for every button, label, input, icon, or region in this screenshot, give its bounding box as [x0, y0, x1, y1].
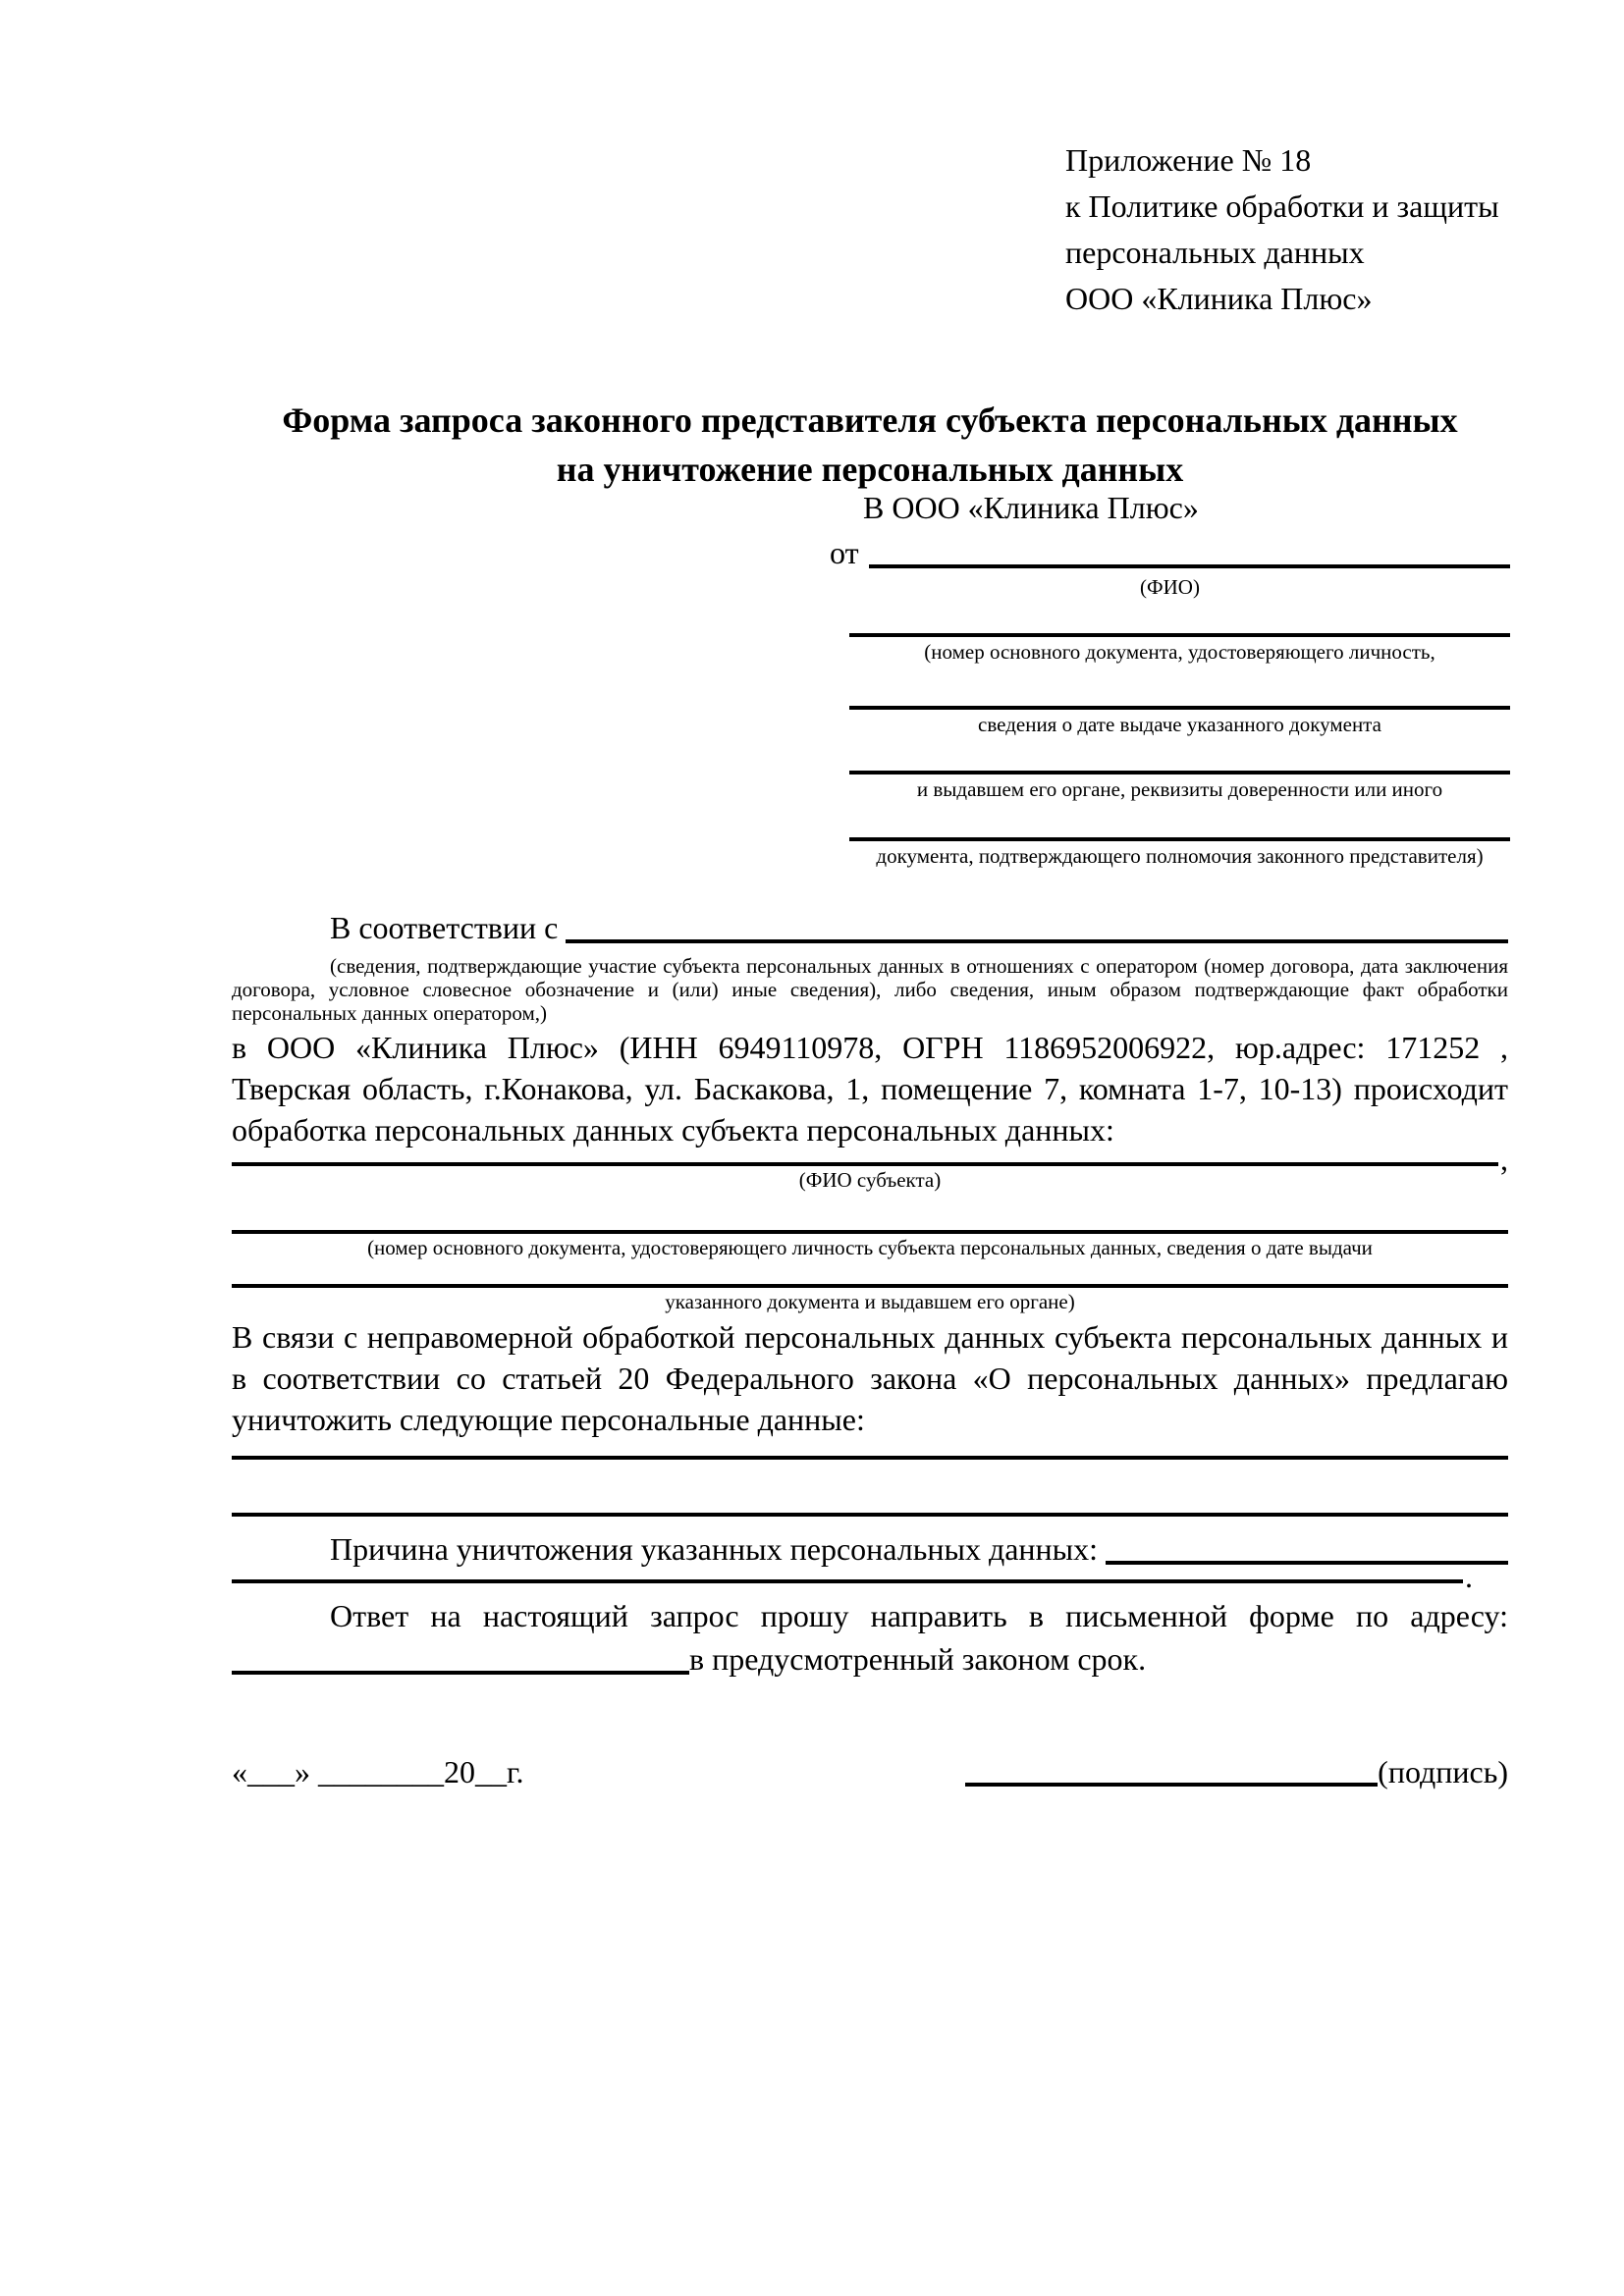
answer-sentence: Ответ на настоящий запрос прошу направить в письменной форме по адресу:: [330, 1598, 1508, 1633]
appendix-line-1: Приложение № 18: [1065, 142, 1312, 178]
answer-address-row: [232, 1638, 1508, 1680]
from-label: от: [830, 535, 859, 570]
representative-doc-field-1: [849, 600, 1510, 665]
signature-caption: (подпись): [1378, 1754, 1508, 1789]
blank-caption: документа, подтверждающего полномочия законного представителя): [876, 844, 1484, 868]
appendix-line-2: к Политике обработки и защиты: [1065, 188, 1499, 224]
accordance-note: (сведения, подтверждающие участие субъекта персональных данных в отношениях с оператором (номер договора, дата заключения договора, условное словесное обозначение и (или) иные сведения), либо сведения, иным образом подтверждающие факт обработки персональных данных оператором,): [232, 954, 1508, 1025]
blank-line-field: [849, 802, 1510, 841]
representative-doc-field-3: [849, 737, 1510, 802]
appendix-header: [1065, 137, 1499, 322]
accordance-blank-field: [566, 939, 1508, 943]
blank-line-field: [849, 665, 1510, 710]
operator-paragraph: в ООО «Клиника Плюс» (ИНН 6949110978, ОГРН 1186952006922, юр.адрес: 171252 , Тверская область, г.Конакова, ул. Баскакова, 1, помещение 7, комната 1-7, 10-13) происходит обработка персональных данных субъекта персональных данных:: [232, 1030, 1508, 1148]
trailing-period: .: [1465, 1559, 1473, 1594]
accordance-lead: В соответствии с: [330, 910, 559, 945]
subject-doc-field-1: [232, 1193, 1508, 1260]
form-title-line-2: на уничтожение персональных данных: [556, 450, 1184, 489]
addressee-organization: В ООО «Клиника Плюс»: [863, 490, 1199, 525]
blank-caption: сведения о дате выдаче указанного документа: [978, 713, 1381, 736]
date-signature-row: [232, 1751, 1508, 1792]
trailing-comma: ,: [1500, 1142, 1508, 1177]
data-to-destroy-field-1: [232, 1440, 1508, 1460]
blank-caption: и выдавшем его органе, реквизиты доверенности или иного: [916, 777, 1443, 801]
subject-fio-field-row: [232, 1142, 1508, 1177]
form-title: [232, 396, 1508, 494]
date-blank-field: «___» ________20__г.: [232, 1754, 524, 1789]
address-blank-field: [232, 1671, 689, 1675]
form-title-line-1: Форма запроса законного представителя субъекта персональных данных: [282, 400, 1458, 440]
data-to-destroy-field-2: [232, 1460, 1508, 1517]
blank-line-field: [232, 1260, 1508, 1288]
subject-fio-caption: (ФИО субъекта): [798, 1168, 942, 1192]
reason-blank-field: [1106, 1561, 1508, 1565]
reason-row: [232, 1528, 1508, 1570]
appendix-line-4: ООО «Клиника Плюс»: [1065, 281, 1373, 316]
reason-lead: Причина уничтожения указанных персональных данных:: [330, 1531, 1099, 1567]
blank-caption: указанного документа и выдавшем его органе): [665, 1290, 1075, 1313]
addressee-block: [830, 487, 1510, 869]
fio-caption: (ФИО): [1140, 575, 1200, 599]
from-field-row: [830, 532, 1510, 573]
reason-continuation-field: [232, 1570, 1463, 1583]
blank-line-field: [849, 600, 1510, 637]
reason-continuation-row: [232, 1559, 1508, 1594]
answer-tail: в предусмотренный законом срок.: [689, 1641, 1147, 1677]
signature-blank-field: [965, 1783, 1378, 1787]
signature-group: [965, 1751, 1508, 1792]
blank-line-field: [232, 1193, 1508, 1234]
accordance-row: [232, 907, 1508, 948]
subject-fio-blank-field: [232, 1152, 1498, 1166]
appendix-line-3: персональных данных: [1065, 235, 1365, 270]
representative-doc-field-4: [849, 802, 1510, 869]
request-paragraph: В связи с неправомерной обработкой персональных данных субъекта персональных данных и в соответствии со статьей 20 Федерального закона «О персональных данных» предлагаю уничтожить следующие персональные данные:: [232, 1319, 1508, 1437]
subject-doc-field-2: [232, 1260, 1508, 1314]
form-body: [232, 907, 1508, 1680]
blank-caption: (номер основного документа, удостоверяющего личность субъекта персональных данных, сведения о дате выдачи: [367, 1236, 1373, 1259]
representative-doc-field-2: [849, 665, 1510, 737]
blank-line-field: [849, 737, 1510, 774]
representative-fio-blank-field: [869, 564, 1510, 568]
blank-caption: (номер основного документа, удостоверяющего личность,: [924, 640, 1435, 664]
